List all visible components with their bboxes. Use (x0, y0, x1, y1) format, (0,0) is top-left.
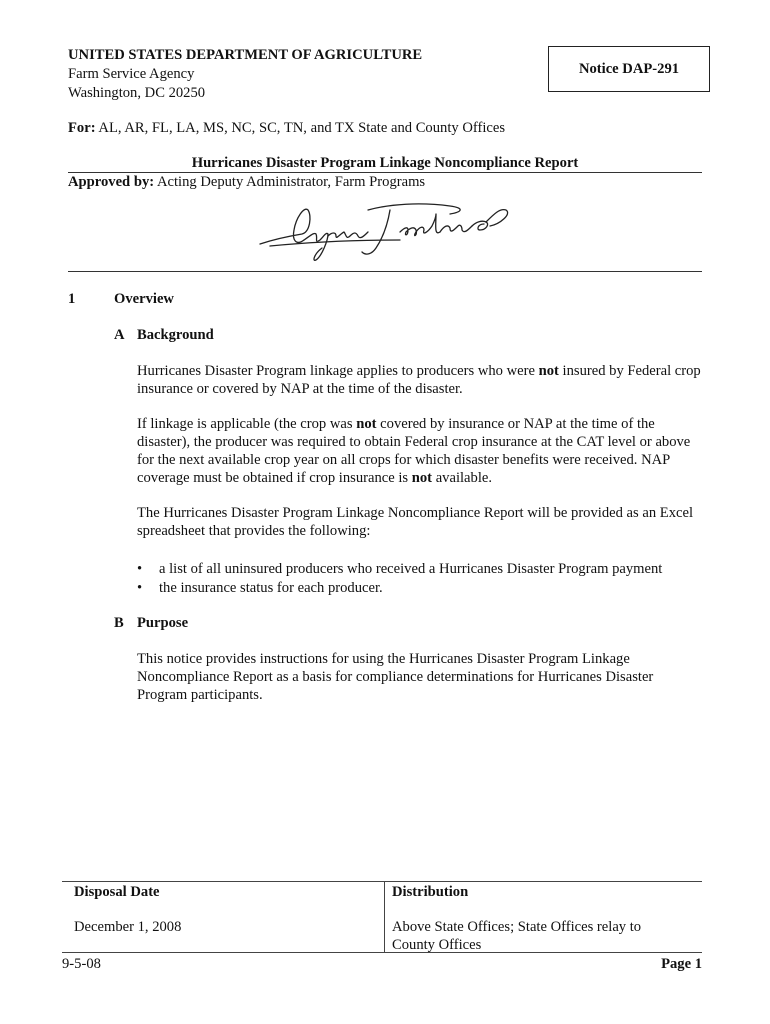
approved-label: Approved by: (68, 174, 155, 190)
distribution-value: Above State Offices; State Offices relay to County Offices (392, 919, 642, 953)
footer-date: 9-5-08 (62, 956, 101, 972)
for-label: For: (68, 120, 96, 136)
subsection-a-letter: A (114, 327, 125, 343)
text-run: Hurricanes Disaster Program linkage applies to producers who were (137, 363, 539, 379)
disposal-date-value: December 1, 2008 (74, 919, 182, 935)
text-run: insured by Federal crop insurance or covered by NAP at the time of the disaster. (137, 363, 701, 397)
subsection-b-title: Purpose (137, 615, 189, 631)
notice-id-box (548, 46, 710, 92)
disposal-date-label: Disposal Date (74, 884, 160, 900)
subsection-b-letter: B (114, 615, 124, 631)
approved-text: Acting Deputy Administrator, Farm Programs (154, 174, 426, 190)
for-text: AL, AR, FL, LA, MS, NC, SC, TN, and TX State and County Offices (95, 120, 506, 136)
background-paragraph-1 (137, 362, 707, 398)
distribution-label: Distribution (392, 884, 469, 900)
text-run: covered by insurance or NAP at the time of the disaster), the producer was required to obtain Federal crop insurance at the CAT level or above for the next available crop year on all crops for which disaster benefits were received. NAP coverage must be obtained if crop insurance is (137, 416, 691, 486)
approved-line (68, 174, 425, 191)
background-paragraph-2 (137, 415, 707, 487)
background-paragraph-3: The Hurricanes Disaster Program Linkage Noncompliance Report will be provided as an Excel spreadsheet that provides the following: (137, 505, 694, 539)
bullet-icon: • (137, 580, 143, 596)
subsection-a-title: Background (137, 327, 214, 343)
list-item (137, 560, 662, 579)
section-title: Overview (114, 291, 174, 307)
bullet-list (137, 560, 662, 598)
purpose-paragraph: This notice provides instructions for using the Hurricanes Disaster Program Linkage Noncompliance Report as a basis for compliance determinations for Hurricanes Disaster Program participants. (137, 651, 654, 703)
page-title-container (0, 155, 770, 172)
list-item (137, 579, 662, 598)
emphasis-not: not (411, 470, 433, 486)
table-top-border (62, 881, 702, 882)
notice-id: Notice DAP-291 (578, 60, 680, 77)
section-number: 1 (68, 291, 76, 307)
title-rule (68, 172, 702, 173)
page-number: Page 1 (661, 956, 702, 972)
for-line (68, 120, 505, 137)
page-title: Hurricanes Disaster Program Linkage Noncompliance Report (191, 155, 579, 171)
agency-name: Farm Service Agency (68, 66, 195, 82)
emphasis-not: not (538, 363, 559, 379)
bullet-icon: • (137, 561, 143, 577)
agency-location: Washington, DC 20250 (68, 85, 206, 101)
emphasis-not: not (356, 416, 377, 432)
agency-header (68, 46, 422, 103)
text-run: If linkage is applicable (the crop was (137, 416, 357, 432)
header-separator (68, 271, 702, 272)
table-column-divider (384, 881, 385, 952)
list-item-text: the insurance status for each producer. (159, 580, 383, 596)
department-name: UNITED STATES DEPARTMENT OF AGRICULTURE (68, 47, 423, 63)
text-run: available. (432, 470, 493, 486)
list-item-text: a list of all uninsured producers who received a Hurricanes Disaster Program payment (159, 561, 663, 577)
signature-image (250, 196, 520, 266)
